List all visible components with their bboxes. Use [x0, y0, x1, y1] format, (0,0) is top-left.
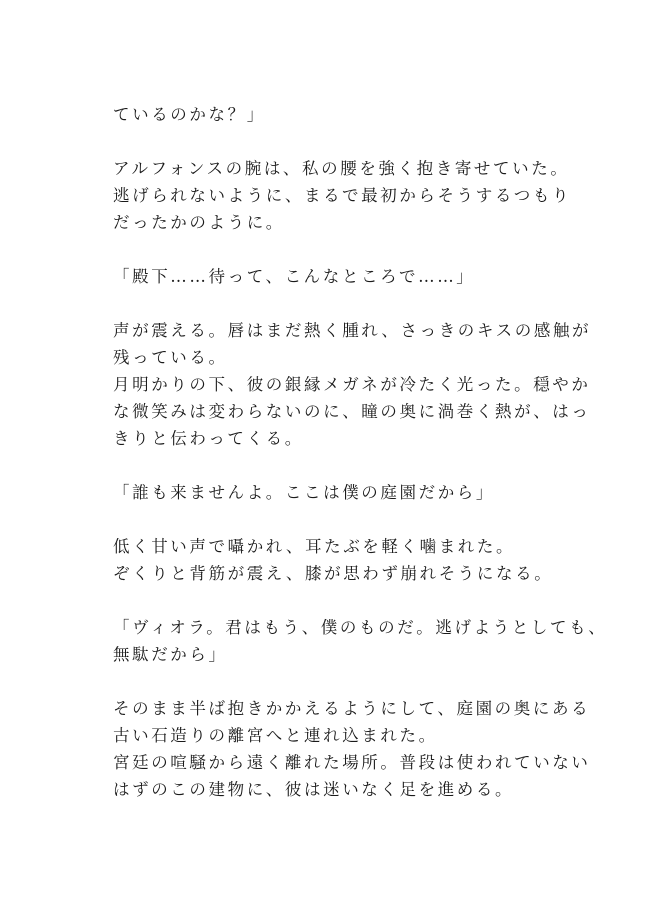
text-line: きりと伝わってくる。	[113, 429, 304, 448]
text-line: な微笑みは変わらないのに、瞳の奥に渦巻く熱が、はっ	[113, 402, 591, 421]
blank-line	[113, 452, 553, 479]
text-line: はずのこの建物に、彼は迷いなく足を進める。	[113, 780, 515, 799]
blank-line	[113, 290, 553, 317]
text-line: 「殿下……待って、こんなところで……」	[113, 267, 476, 286]
text-line: だったかのように。	[113, 213, 285, 232]
text-line: ぞくりと背筋が震え、膝が思わず崩れそうになる。	[113, 564, 554, 583]
text-line: 「ヴィオラ。君はもう、僕のものだ。逃げようとしても、	[113, 618, 608, 637]
text-line: 声が震える。唇はまだ熱く腫れ、さっきのキスの感触が	[113, 321, 592, 340]
text-line: 無駄だから」	[113, 645, 228, 664]
text-line: 古い石造りの離宮へと連れ込まれた。	[113, 726, 438, 745]
text-line: 逃げられないように、まるで最初からそうするつもり	[113, 186, 572, 205]
story-text	[113, 101, 608, 803]
text-line: 月明かりの下、彼の銀縁メガネが冷たく光った。穏やか	[113, 375, 591, 394]
blank-line	[113, 128, 553, 155]
blank-line	[113, 506, 553, 533]
text-line: ているのかな？」	[113, 105, 266, 124]
text-line: アルフォンスの腕は、私の腰を強く抱き寄せていた。	[113, 159, 570, 178]
blank-line	[113, 236, 553, 263]
text-line: 低く甘い声で囁かれ、耳たぶを軽く噛まれた。	[113, 537, 516, 556]
blank-line	[113, 587, 553, 614]
blank-line	[113, 668, 553, 695]
text-line: そのまま半ば抱きかかえるようにして、庭園の奥にある	[113, 699, 591, 718]
text-line: 宮廷の喧騒から遠く離れた場所。普段は使われていない	[113, 753, 591, 772]
text-line: 残っている。	[113, 348, 228, 367]
text-line: 「誰も来ませんよ。ここは僕の庭園だから」	[113, 483, 495, 502]
